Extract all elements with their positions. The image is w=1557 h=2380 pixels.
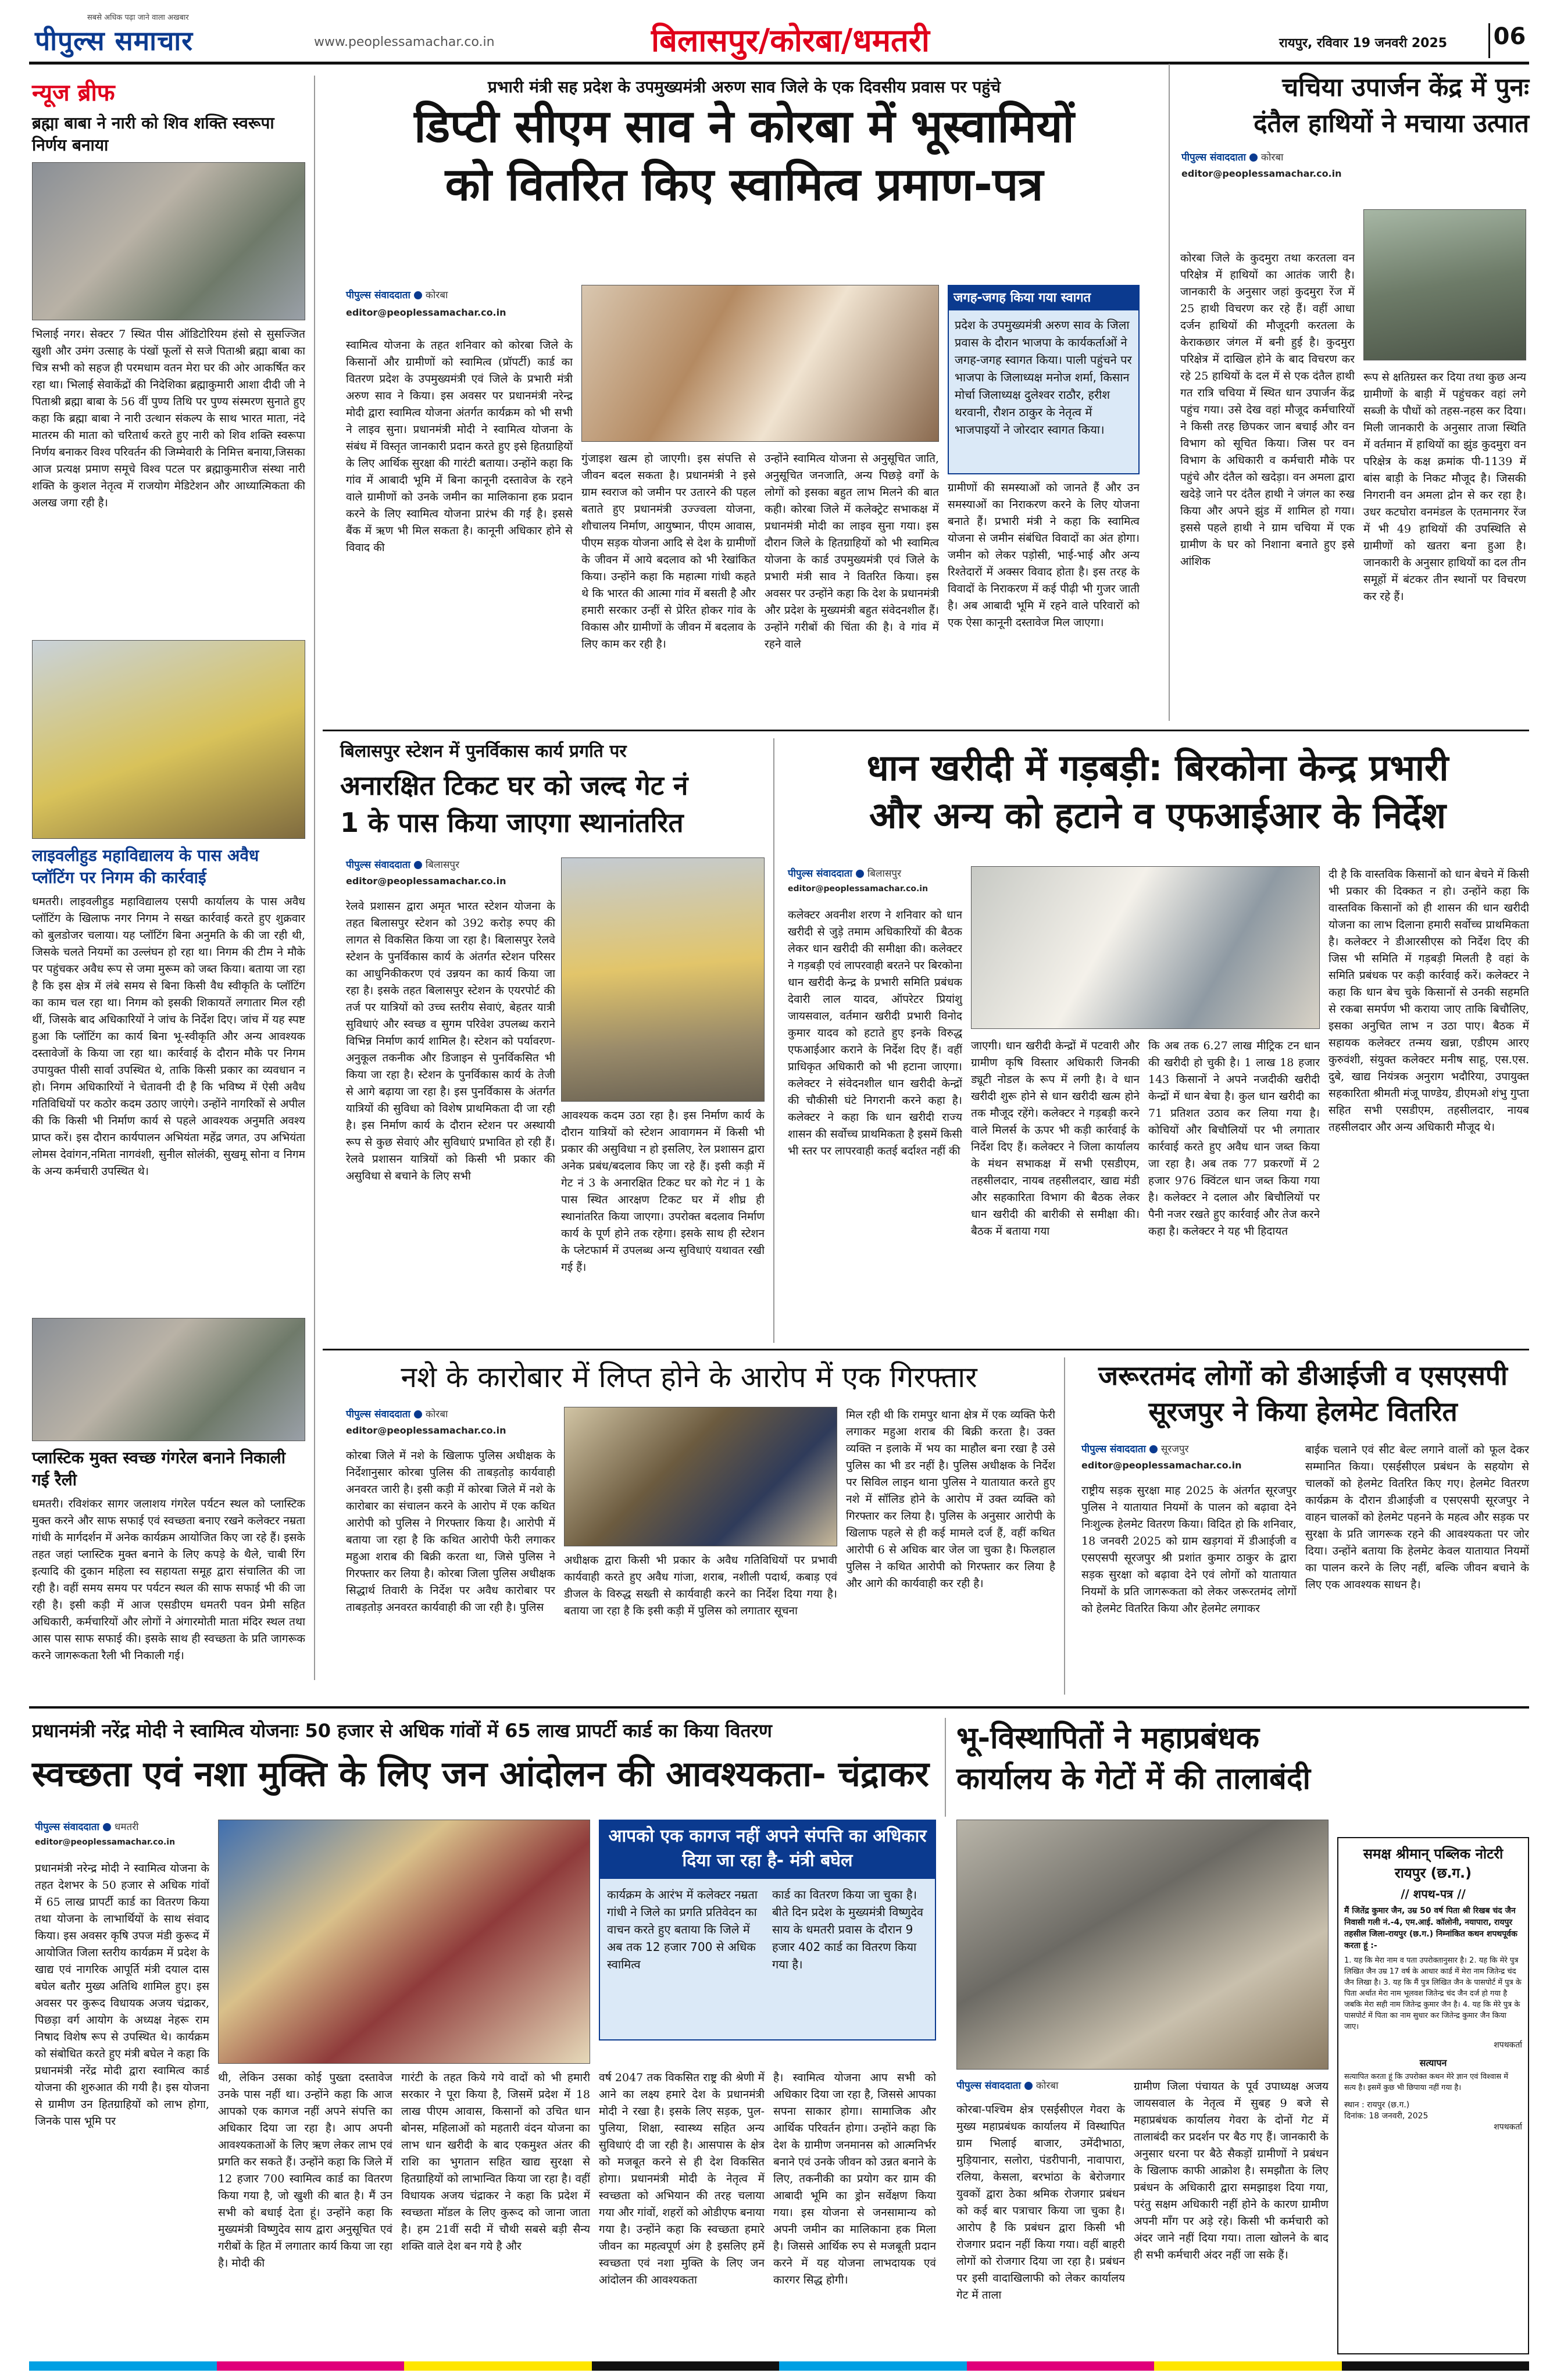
paddy-headline-line1: धान खरीदी में गड़बड़ी: बिरकोना केन्द्र प्रभारी <box>866 746 1449 789</box>
brief1-title: ब्रह्मा बाबा ने नारी को शिव शक्ति स्वरूपा निर्णय बनाया <box>32 113 274 155</box>
pm-headline: स्वच्छता एवं नशा मुक्ति के लिए जन आंदोलन की आवश्यकता- चंद्राकर <box>32 1754 929 1795</box>
displaced-byline-place: कोरबा <box>1035 2080 1059 2092</box>
notice-intro: मैं जितेंद्र कुमार जैन, उम्र 50 वर्ष पिता श्री रिखब चंद जैन निवासी गली नं.-4, एम.आई. कॉलोनी, नयापारा, रायपुर तहसील जिला-रायपुर (छ.ग.) निम्नांकित कथन शपथपूर्वक करता हूं :- <box>1344 1906 1517 1950</box>
location-dot-icon <box>414 861 422 869</box>
displaced-col1: कोरबा-पश्चिम क्षेत्र एसईसीएल गेवरा के मुख्य महाप्रबंधक कार्यालय में विस्थापित ग्राम भिलाई बाजार, उमेंदीभाठा, मुड़ियानार, सलोरा, पंडरीपानी, नावापारा, रलिया, केसला, बरभांठा के बेरोजगार युवकों द्वारा ठेका श्रमिक रोजगार प्रबंधन को कई बार पत्राचार किया जा चुका है। आरोप है कि प्रबंधन द्वारा किसी भी रोजगार प्रदान नहीं किया गया। वहीं बाहरी लोगों को रोजगार दिया जा रहा है। प्रबंधन पर इसी वादाखिलाफी को लेकर कार्यालय गेट में ताला <box>956 2103 1125 2302</box>
arrest-headline: नशे के कारोबार में लिप्त होने के आरोप में एक गिरफ्तार <box>401 1360 977 1394</box>
issue-date: रायपुर, रविवार 19 जनवरी 2025 <box>1279 36 1448 51</box>
cyan-swatch <box>29 2361 217 2371</box>
pm-quote-title: आपको एक कागज नहीं अपने संपत्ति का अधिकार दिया जा रहा है- मंत्री बघेल <box>599 1820 936 1878</box>
paddy-photo <box>971 866 1320 1029</box>
paddy-col2: जाएगी। धान खरीदी केन्द्रों में पटवारी और ग्रामीण कृषि विस्तार अधिकारी जिनकी ड्यूटी नोडल के रूप में लगी है। वे धान खरीदी शुरू होने से धान खरीदी खत्म होने तक मौजूद रहेंगे। कलेक्टर ने गड़बड़ी करने वाले मिलर्स के ऊपर भी कड़ी कार्रवाई के निर्देश दिए हैं। कलेक्टर ने जिला कार्यालय के मंथन सभाकक्ष में सभी एसडीएम, तहसीलदार, नायब तहसीलदार, खाद्य मंडी और सहकारिता विभाग की बैठक लेकर धान खरीदी की बारीकी से समीक्षा की। बैठक में बताया गया <box>971 1039 1140 1238</box>
print-color-bar <box>29 2361 1529 2371</box>
displaced-story <box>945 1718 1529 1817</box>
pm-byline-name: पीपुल्स संवाददाता <box>35 1821 99 1833</box>
elephant-headline-line2: दंतैल हाथियों ने मचाया उत्पात <box>1254 109 1529 138</box>
lead-kicker: प्रभारी मंत्री सह प्रदेश के उपमुख्यमंत्री अरुण साव जिले के एक दिवसीय प्रवास पर पहुंचे <box>487 77 1001 97</box>
paddy-col3: कि अब तक 6.27 लाख मीट्रिक टन धान की खरीदी हो चुकी है। 1 लाख 18 हजार 143 किसानों ने अपने नजदीकी खरीदी केन्द्रों में धान बेचा है। कुल धान खरीदी का 71 प्रतिशत उठाव कर लिया गया है। कोचियों और बिचौलियों पर भी लगातार कार्रवाई करते हुए अवैध धान जब्त किया जा रहा है। अब तक 77 प्रकरणों में 2 हजार 976 क्विंटल धान जब्त किया गया है। कलेक्टर ने दलाल और बिचौलियों पर पैनी नजर रखते हुए कार्रवाई और तेज करने कहा है। कलेक्टर ने यह भी हिदायत <box>1148 1039 1320 1238</box>
displaced-photo <box>956 1820 1329 2070</box>
helmet-headline-line2: सूरजपुर ने किया हेलमेट वितरित <box>1148 1396 1458 1427</box>
left-column-divider <box>314 76 315 1680</box>
pm-col5: है। स्वामित्व योजना आप सभी को अधिकार दिया जा रहा है, जिससे आपका सपना साकार होगा। सामाजिक और आर्थिक परिवर्तन होगा। उन्होंने कहा कि देश के ग्रामीण जनमानस को आत्मनिर्भर बनाने एवं उनके जीवन को उन्नत बनाने के लिए, तकनीकी का प्रयोग कर ग्राम की आबादी भूमि का ड्रोन सर्वेक्षण किया गया। इस योजना से जनसामान्य को अपनी जमीन का मालिकाना हक मिला है। जिससे आर्थिक रुप से मजबूती प्रदान करने में यह योजना लाभदायक एवं कारगर सिद्ध होगी। <box>773 2071 936 2286</box>
location-dot-icon <box>1024 2082 1033 2090</box>
lead-headline-line2: को वितरित किए स्वामित्व प्रमाण-पत्र <box>445 159 1044 211</box>
location-dot-icon <box>103 1823 111 1831</box>
arrest-email: editor@peoplessamachar.co.in <box>346 1425 506 1436</box>
station-headline-line1: अनारक्षित टिकट घर को जल्द गेट नं <box>340 770 688 801</box>
pm-quote-text2: कार्ड का वितरण किया जा चुका है। बीते दिन प्रदेश के मुख्यमंत्री विष्णुदेव साय के धमतरी प्रवास के दौरान 9 हजार 402 कार्ड का वितरण किया गया है। <box>772 1888 924 1971</box>
paddy-byline <box>788 866 962 894</box>
mid-rule-2 <box>323 1349 1529 1350</box>
station-byline-name: पीपुल्स संवाददाता <box>346 859 410 871</box>
mid-rule-3 <box>29 1706 1529 1709</box>
arrest-col1: कोरबा जिले में नशे के खिलाफ पुलिस अधीक्षक के निर्देशानुसार कोरबा पुलिस की ताबड़तोड़ कार्यवाही अनवरत जारी है। इसी कड़ी में कोरबा जिले में नशे के कारोबार का संचालन करने के आरोप में एक कथित आरोपी को पुलिस ने गिरफ्तार किया है। आरोपी में बताया जा रहा है कि कथित आरोपी फेरी लगाकर महुआ शराब की बिक्री करता था, जिसे पुलिस ने गिरफ्तार कर लिया है। कोरबा जिला पुलिस अधीक्षक सिद्धार्थ तिवारी के निर्देश पर अवैध कारोबार पर ताबड़तोड़ अनवरत कार्यवाही की जा रही है। पुलिस <box>346 1449 555 1614</box>
yellow-swatch <box>404 2361 592 2371</box>
lead-col4: ग्रामीणों की समस्याओं को जानते हैं और उन समस्याओं का निराकरण करने के लिए योजना बनाते हैं। प्रभारी मंत्री ने कहा कि स्वामित्व योजना से जमीन संबंधित विवादों का अंत होगा। जमीन को लेकर पड़ोसी, भाई-भाई और अन्य रिश्तेदारों में अक्सर विवाद होता है। इस तरह के विवादों के निराकरण में कई पीढ़ी भी गुजर जाती है। अब आबादी भूमि में रहने वाले परिवारों को एक ऐसा कानूनी दस्तावेज मिल जाएगा। <box>948 481 1140 629</box>
lead-byline-place: कोरबा <box>425 290 448 301</box>
logo-tagline: सबसे अधिक पढ़ा जाने वाला अखबार <box>87 13 189 22</box>
helmet-headline-line1: जरूरतमंद लोगों को डीआईजी व एसएसपी <box>1098 1360 1508 1391</box>
news-brief-label: न्यूज ब्रीफ <box>32 80 115 106</box>
yellow-swatch-2 <box>1154 2361 1342 2371</box>
welcome-text: प्रदेश के उपमुख्यमंत्री अरुण साव के जिला प्रवास के दौरान भाजपा के कार्यकर्ताओं ने जगह-जगह स्वागत किया। पाली पहुंचने पर भाजपा के जिलाध्यक्ष मनोज शर्मा, किसान मोर्चा जिलाध्यक्ष दुलेश्वर राठौर, हरीश थरवानी, रौशन ठाकुर के नेतृत्व में भाजपाइयों ने जोरदार स्वागत किया। <box>948 309 1140 474</box>
lead-col1: स्वामित्व योजना के तहत शनिवार को कोरबा जिले के किसानों और ग्रामीणों को स्वामित्व (प्रॉपर्टी) कार्ड का वितरण प्रदेश के उपमुख्यमंत्री एवं जिले के प्रभारी मंत्री अरुण साव ने किया। इस अवसर पर प्रधानमंत्री नरेन्द्र मोदी द्वारा स्वामित्व योजना अंतर्गत कार्यक्रम को भी सभी ने लाइव सुना। प्रधानमंत्री मोदी ने स्वामित्व योजना के संबंध में विस्तृत जानकारी प्रदान करते हुए इसे हितग्राहियों के लिए आर्थिक सुरक्षा की गारंटी बताया। उन्होंने कहा कि गांव में आबादी भूमि में बिना कानूनी दस्तावेज के रहने वाले ग्रामीणों को उनके जमीन का मालिकाना हक प्रदान करने के लिए स्वामित्व योजना प्रारंभ की गई है। इससे बैंक में ऋण भी मिल सकता है। कानूनी अधिकार होने से विवाद की <box>346 339 573 554</box>
station-headline-line2: 1 के पास किया जाएगा स्थानांतरित <box>340 807 684 838</box>
edition-name: बिलासपुर/कोरबा/धमतरी <box>651 22 930 59</box>
welcome-box <box>948 285 1140 471</box>
brief2-title: लाइवलीहुड महाविद्यालय के पास अवैध प्लॉटिंग पर निगम की कार्रवाई <box>32 846 259 887</box>
lead-byline-name: पीपुल्स संवाददाता <box>346 290 410 301</box>
notice-verify-text: सत्यापित करता हूं कि उपरोक्त कथन मेरे ज्ञान एवं विश्वास में सत्य है। इसमें कुछ भी छिपाया नहीं गया है। <box>1344 2072 1509 2092</box>
notice-place: स्थान : रायपुर (छ.ग.) <box>1344 2100 1410 2110</box>
notary-notice <box>1337 1837 1529 2354</box>
elephant-text2: रूप से क्षतिग्रस्त कर दिया तथा कुछ अन्य ग्रामीणों के बाड़ी में पहुंचकर वहां लगे सब्जी के पौधों को तहस-नहस कर दिया। मिली जानकारी के अनुसार ताजा स्थिति में वर्तमान में हाथियों का झुंड कुदमुरा वन परिक्षेत्र के कक्ष क्रमांक पी-1139 में बांस बाड़ी के निकट मौजूद है। जिसकी निगरानी वन अमला द्रोन से कर रहा है। उधर कटघोरा वनमंडल के एतमानगर रेंज में भी 49 हाथियों की उपस्थिति से ग्रामीणों को खतरा बना हुआ है। जानकारी के अनुसार हाथियों का दल तीन समूहों में बंटकर तीन स्थानों पर विचरण कर रहे हैं। <box>1363 371 1526 603</box>
lead-headline-line1: डिप्टी सीएम साव ने कोरबा में भूस्वामियों <box>414 101 1074 153</box>
brief1-text: भिलाई नगर। सेक्टर 7 स्थित पीस ऑडिटोरियम हंसो से सुसज्जित खुशी और उमंग उत्साह के पंखों फूलों से सजे पिताश्री ब्रह्मा बाबा का चित्र सभी को सहज ही परमधाम वतन मेरा घर की ओर आकर्षित कर रहा था। भिलाई सेवाकेंद्रों की निदेशिका ब्रह्माकुमारी आशा दीदी जी ने पिताश्री ब्रह्मा बाबा के 56 वीं पुण्य तिथि पर पुण्य संस्मरण सुनाते हुए कहा कि ब्रह्मा बाबा ने नारी उत्थान संकल्प के साथ भारत माता, नंदे मातरम की माता को चरितार्थ करते हुए नारी को शिव शक्ति स्वरूपा निर्णय बनाकर विश्व परिवर्तन की जिम्मेवारी के निमित्त बनाया,जिसका आज प्रत्यक्ष प्रमाण समूचे विश्व पटल पर ब्रह्माकुमारीज संस्था नारी शक्ति के कुशल नेतृत्व में राजयोग मेडिटेशन और आध्यात्मिकता की अलख जगा रही है। <box>32 328 305 509</box>
pm-byline <box>35 1820 209 1847</box>
magenta-swatch-2 <box>967 2361 1155 2371</box>
pm-col3: गारंटी के तहत किये गये वादों को भी हमारी सरकार ने पूरा किया है, जिसमें प्रदेश में 18 लाख पीएम आवास, किसानों को उचित धान बोनस, महिलाओं को महतारी वंदन योजना का लाभ धान खरीदी के बाद एकमुश्त अंतर की राशि का भुगतान सहित खाद्य सुरक्षा से हितग्राहियों को लाभान्वित किया जा रहा है। वहीं विधायक अजय चंद्राकर ने कहा कि प्रदेश में स्वच्छता मॉडल के लिए कुरूद को जाना जाता है। हम 21वीं सदी में चौथी सबसे बड़ी सैन्य शक्ति वाले देश बन गये है और <box>401 2071 590 2253</box>
lead-col2: गुंजाइश खत्म हो जाएगी। इस संपत्ति से जीवन बदल सकता है। प्रधानमंत्री ने इसे ग्राम स्वराज को जमीन पर उतारने की पहल बताते हुए प्रधानमंत्री उज्ज्वला योजना, शौचालय निर्माण, आयुष्मान, पीएम आवास, पीएम सड़क योजना आदि से देश के ग्रामीणों के जीवन में आये बदलाव को भी रेखांकित किया। उन्होंने कहा कि महात्मा गांधी कहते थे कि भारत की आत्मा गांव में बसती है और हमारी सरकार उन्हीं से प्रेरित होकर गांव के विकास और ग्रामीणों के जीवन में बदलाव के लिए काम कर रही है। <box>581 452 756 651</box>
notice-points: 1. यह कि मेरा नाम व पता उपरोक्तानुसार है। 2. यह कि मेरे पुत्र लिखित जैन उम्र 17 वर्ष के आधार कार्ड में मेरा नाम जितेन्द्र चंद जैन लिखा है। 3. यह कि मैं पुत्र लिखित जैन के पासपोर्ट में पुत्र के पिता अर्थात मेरा नाम भूलवश जितेन्द्र चंद जैन दर्ज हो गया है जबकि मेरा सही नाम जितेन्द्र कुमार जैन है। 4. यह कि मेरे पुत्र के पासपोर्ट में पिता का नाम सुधार कर जितेन्द्र कुमार जैन किया जाए। <box>1344 1956 1522 2031</box>
pm-photo <box>218 1820 590 2064</box>
site-url: www.peoplessamachar.co.in <box>314 35 495 49</box>
pm-quote-text1: कार्यक्रम के आरंभ में कलेक्टर नम्रता गांधी ने जिले का प्रगति प्रतिवेदन का वाचन करते हुए बताया कि जिले में अब तक 12 हजार 700 से अधिक स्वामित्व <box>607 1888 758 1971</box>
brief3-text: धमतरी। रविशंकर सागर जलाशय गंगरेल पर्यटन स्थल को प्लास्टिक मुक्त करने और साफ सफाई एवं स्वच्छता बनाए रखने कलेक्टर नम्रता गांधी के मार्गदर्शन में अनेक कार्यक्रम आयोजित किए जा रहे हैं। इसके तहत जहां प्लास्टिक मुक्त बनाने के लिए कपड़े के थैले, चाबी रिंग इत्यादि की दुकान महिला स्व सहायता समूह द्वारा संचालित की जा रही है। वहीं समय समय पर पर्यटन स्थल की साफ सफाई भी की जा रही है। इसी कड़ी में आज एसडीएम धमतरी पवन प्रेमी सहित अधिकारी, कर्मचारियों और लोगों ने अंगारमोती माता मंदिर स्थल तथा आस पास साफ सफाई की। इसके साथ ही स्वच्छता के प्रति जागरूक करने जागरूकता रैली भी निकाली गई। <box>32 1498 305 1662</box>
black-swatch-2 <box>1342 2361 1530 2371</box>
masthead-logo <box>35 12 279 55</box>
displaced-byline-name: पीपुल्स संवाददाता <box>956 2080 1021 2092</box>
pm-email: editor@peoplessamachar.co.in <box>35 1838 176 1847</box>
arrest-byline-name: पीपुल्स संवाददाता <box>346 1409 410 1420</box>
paddy-headline-line2: और अन्य को हटाने व एफआईआर के निर्देश <box>869 794 1447 837</box>
station-email: editor@peoplessamachar.co.in <box>346 875 506 887</box>
station-photo <box>561 857 765 1102</box>
helmet-col2: बाईक चलाने एवं सीट बेल्ट लगाने वालों को फूल देकर सम्मानित किया। एसईसीएल प्रबंधन के सहयोग से चालकों को हेलमेट वितरित किए गए। हेलमेट वितरण कार्यक्रम के दौरान डीआईजी व एसएसपी सूरजपुर ने वाहन चालकों को हेलमेट पहनने के महत्व और सड़क पर सुरक्षा के प्रति जागरूक रहने की आवश्यकता पर जोर दिया। उन्होंने बताया कि हेलमेट केवल यातायात नियमों का पालन करने के लिए नहीं, बल्कि जीवन बचाने के लिए एक आवश्यक साधन है। <box>1305 1443 1529 1591</box>
brief1-photo <box>32 162 305 320</box>
arrest-photo <box>564 1407 837 1546</box>
displaced-headline-line2: कार्यालय के गेटों में की तालाबंदी <box>956 1761 1310 1796</box>
paddy-col1: कलेक्टर अवनीश शरण ने शनिवार को धान खरीदी से जुड़े तमाम अधिकारियों की बैठक लेकर धान खरीदी की समीक्षा की। कलेक्टर ने गड़बड़ी एवं लापरवाही बरतने पर बिरकोना धान खरीदी केन्द्र के प्रभारी समिति प्रबंधक देवारी लाल यादव, ऑपरेटर प्रियांशु जायसवाल, वर्तमान खरीदी प्रभारी विनोद कुमार यादव को हटाते हुए इनके विरुद्ध एफआईआर कराने के निर्देश दिए हैं। वहीं प्राधिकृत अधिकारी को भी हटाना जाएगा। कलेक्टर ने संवेदनशील धान खरीदी केन्द्रों की चौकीसी घंटे निगरानी करने कहा है। कलेक्टर ने कहा कि धान खरीदी राज्य शासन की सर्वोच्च प्राथमिकता है इसमें किसी भी स्तर पर लापरवाही कतई बर्दाश्त नहीं की <box>788 909 962 1157</box>
arrest-byline <box>346 1407 555 1436</box>
pm-quote-box <box>599 1820 936 2058</box>
news-brief-column <box>32 76 305 1820</box>
location-dot-icon <box>414 1410 422 1418</box>
notice-title2: रायपुर (छ.ग.) <box>1394 1865 1472 1881</box>
location-dot-icon <box>414 291 422 299</box>
station-kicker: बिलासपुर स्टेशन में पुनर्विकास कार्य प्रगति पर <box>340 741 627 762</box>
pm-col2: थी, लेकिन उसका कोई पुख्ता दस्तावेज उनके पास नहीं था। उन्होंने कहा कि आज आपको एक कागज नहीं अपने संपत्ति का अधिकार दिया जा रहा है। आप अपनी आवश्यकताओं के लिए ऋण लेकर लाभ एवं प्रगति कर सकते हैं। उन्होंने कहा कि जिले में 12 हजार 700 स्वामित्व कार्ड का वितरण किया गया है, जो खुशी की बात है। मैं उन सभी को बधाई देता हूं। उन्होंने कहा कि मुख्यमंत्री विष्णुदेव साय द्वारा अनुसूचित एवं गरीबों के हित में लगातार कार्य किया जा रहा है। मोदी की <box>218 2071 392 2270</box>
helmet-byline <box>1081 1442 1297 1471</box>
brief3-photo <box>32 1318 305 1441</box>
pm-byline-place: धमतरी <box>114 1821 139 1833</box>
displaced-byline <box>956 2078 1125 2092</box>
cyan-swatch-2 <box>779 2361 967 2371</box>
paddy-byline-place: बिलासपुर <box>867 868 902 880</box>
helmet-byline-name: पीपुल्स संवाददाता <box>1081 1443 1146 1455</box>
magenta-swatch <box>217 2361 405 2371</box>
notice-sign-label: शपथकर्ता <box>1494 2040 1522 2050</box>
arrest-col2: अधीक्षक द्वारा किसी भी प्रकार के अवैध गतिविधियों पर प्रभावी कार्यवाही करते हुए अवैध गांजा, शराब, नशीली पदार्थ, कबाड़ एवं डीजल के विरुद्ध सख्ती से कार्यवाही करने का निर्देश दिया गया है। बताया जा रहा है कि इसी कड़ी में पुलिस को लगातार सूचना <box>564 1554 837 1617</box>
lead-photo <box>581 285 939 442</box>
notice-subtitle: // शपथ-पत्र // <box>1401 1887 1466 1901</box>
arrest-col3: मिल रही थी कि रामपुर थाना क्षेत्र में एक व्यक्ति फेरी लगाकर महुआ शराब की बिक्री करता है। उक्त व्यक्ति न इलाके में भय का माहौल बना रखा है उसे पुलिस का भी डर नहीं है। पुलिस अधीक्षक के निर्देश पर सिविल लाइन थाना पुलिस ने यातायात करते हुए नशे में सॉलिड होने के आरोप में उक्त व्यक्ति को गिरफ्तार कर लिया है। पुलिस के अनुसार आरोपी के खिलाफ पहले से ही कई मामले दर्ज हैं, वहीं कथित आरोपी 6 से अधिक बार जेल जा चुका है। फिलहाल पुलिस ने कथित आरोपी को गिरफ्तार कर लिया है और आगे की कार्यवाही कर रही है। <box>846 1409 1055 1590</box>
location-dot-icon <box>1249 153 1258 162</box>
brief3-title: प्लास्टिक मुक्त स्वच्छ गंगरेल बनाने निकाली गई रैली <box>32 1448 286 1489</box>
notice-date: दिनांक: 18 जनवरी, 2025 <box>1344 2111 1429 2121</box>
brief2-photo <box>32 640 305 839</box>
page-number: 06 <box>1488 23 1529 58</box>
arrest-byline-place: कोरबा <box>425 1409 448 1420</box>
lead-byline <box>346 288 573 318</box>
elephant-headline-line1: चचिया उपार्जन केंद्र में पुनः <box>1282 73 1529 102</box>
station-byline <box>346 857 555 887</box>
brief2-text: धमतरी। लाइवलीहुड महाविद्यालय एसपी कार्यालय के पास अवैध प्लॉटिंग के खिलाफ नगर निगम ने सख्त कार्रवाई करते हुए शुक्रवार को बुलडोजर चलाया। यह प्लॉटिंग बिना अनुमति के की जा रही थी, जिसके चलते नियमों का उल्लंघन हो रहा था। निगम की टीम ने मौके पर पहुंचकर अवैध रूप से जमा मुरूम को जब्त किया। बताया जा रहा है कि इस क्षेत्र में लंबे समय से बिना किसी वैध स्वीकृति के प्लॉटिंग का काम चल रहा था। निगम को इसकी शिकायतें लगातार मिल रही थीं, जिसके बाद अधिकारियों ने जांच के निर्देश दिए। जांच में यह स्पष्ट हुआ कि प्लॉटिंग का कार्य बिना भू-स्वीकृति और अन्य आवश्यक दस्तावेजों के किया जा रहा था। कार्रवाई के दौरान मौके पर निगम उपायुक्त पीसी सार्वा उपस्थित थे, ताकि किसी प्रकार का व्यवधान न हो। निगम अधिकारियों ने चेतावनी दी है कि भविष्य में ऐसी अवैध गतिविधियों पर कठोर कदम उठाए जाएंगे। उन्होंने नागरिकों से अपील की कि किसी भी निर्माण कार्य से पहले आवश्यक अनुमति अवश्य प्राप्त करें। इस दौरान कार्यपालन अभियंता महेंद्र जगत, उप अभियंता लोमस देवांगन,नमिता नागवंशी, सुनील सोलंकी, सुखमू सोना व निगम के अन्य कर्मचारी उपस्थित थे। <box>32 895 305 1178</box>
pm-col1: प्रधानमंत्री नरेन्द्र मोदी ने स्वामित्व योजना के तहत देशभर के 50 हजार से अधिक गांवों में 65 लाख प्रापर्टी कार्ड का वितरण किया तथा योजना के लाभार्थियों के साथ संवाद किया। इस अवसर कृषि उपज मंडी कुरूद में आयोजित जिला स्तरीय कार्यक्रम में प्रदेश के खाद्य एवं नागरिक आपूर्ति मंत्री दयाल दास बघेल बतौर मुख्य अतिथि शामिल हुए। इस अवसर पर कुरूद विधायक अजय चंद्राकर, पिछड़ा वर्ग आयोग के अध्यक्ष नेहरू राम निषाद विशेष रूप से उपस्थित थे। कार्यक्रम को संबोधित करते हुए मंत्री बघेल ने कहा कि प्रधानमंत्री नरेंद्र मोदी द्वारा स्वामित्व कार्ड योजना की शुरुआत की गयी है। इस योजना से ग्रामीण उन हितग्राहियों को लाभ होगा, जिनके पास भूमि पर <box>35 1862 209 2128</box>
displaced-col2: ग्रामीण जिला पंचायत के पूर्व उपाध्यक्ष अजय जायसवाल के नेतृत्व में सुबह 9 बजे से महाप्रबंधक कार्यालय गेवरा के दोनों गेट में तालाबंदी कर प्रदर्शन पर बैठ गए हैं। जानकारी के अनुसार धरना पर बैठे सैकड़ों ग्रामीणों ने प्रबंधन के खिलाफ काफी आक्रोश है। समझौता के लिए प्रबंधन के अधिकारी द्वारा समझाइश दिया गया, परंतु सक्षम अधिकारी नहीं होने के कारण ग्रामीण अपनी माँग पर अड़े रहे। किसी भी कर्मचारी को अंदर जाने नहीं दिया गया। ताला खोलने के बाद ही सभी कर्मचारी अंदर नहीं जा सके हैं। <box>1134 2080 1329 2261</box>
location-dot-icon <box>1149 1445 1158 1453</box>
helmet-email: editor@peoplessamachar.co.in <box>1081 1460 1242 1471</box>
helmet-col1: राष्ट्रीय सड़क सुरक्षा माह 2025 के अंतर्गत सूरजपुर पुलिस ने यातायात नियमों के पालन को बढ़ावा देने निःशुल्क हेलमेट वितरण किया। विदित हो कि शनिवार, 18 जनवरी 2025 को ग्राम खड़गवां में डीआईजी व एसएसपी सूरजपुर श्री प्रशांत कुमार ठाकुर के द्वारा सड़क सुरक्षा को बढ़ावा देने एवं लोगों को यातायात नियमों के प्रति जागरूकता को लेकर जरूरतमंद लोगों को हेलमेट वितरित किया और हेलमेट लगाकर <box>1081 1484 1297 1615</box>
station-col2: आवश्यक कदम उठा रहा है। इस निर्माण कार्य के दौरान यात्रियों को स्टेशन आवागमन में किसी भी प्रकार की असुविधा न हो इसलिए, रेल प्रशासन द्वारा अनेक प्रबंध/बदलाव किए जा रहे हैं। इसी कड़ी में गेट नं 3 के अनारक्षित टिकट घर को गेट नं 1 के पास स्थित आरक्षण टिकट घर में शीघ्र ही स्थानांतरित किया जाएगा। उपरोक्त बदलाव निर्माण कार्य के पूर्ण होने तक रहेगा। इसके साथ ही स्टेशन के प्लेटफार्म में उपलब्ध अन्य सुविधाएं यथावत रखी गई हैं। <box>561 1109 765 1274</box>
elephant-byline-name: पीपुल्स संवाददाता <box>1181 152 1246 163</box>
notice-verify-label: सत्यापन <box>1419 2057 1447 2068</box>
notice-title1: समक्ष श्रीमान् पब्लिक नोटरी <box>1363 1846 1504 1862</box>
paddy-email: editor@peoplessamachar.co.in <box>788 884 929 894</box>
black-swatch <box>592 2361 780 2371</box>
elephant-byline-place: कोरबा <box>1260 152 1284 163</box>
station-byline-place: बिलासपुर <box>425 859 460 871</box>
station-col1: रेलवे प्रशासन द्वारा अमृत भारत स्टेशन योजना के तहत बिलासपुर स्टेशन को 392 करोड़ रुपए की लागत से विकसित किया जा रहा है। बिलासपुर रेलवे स्टेशन के पुनर्विकास कार्य के अंतर्गत स्टेशन परिसर का आधुनिकीकरण एवं उन्नयन का कार्य किया जा रहा है। इसके तहत बिलासपुर स्टेशन के एयरपोर्ट की तर्ज पर यात्रियों को उच्च स्तरीय सेवाएं, बेहतर यात्री सुविधाएं और स्वच्छ व सुगम परिवेश उपलब्ध कराने विभिन्न निर्माण कार्य शामिल है। स्टेशन को पर्यावरण-अनुकूल तकनीक और डिजाइन से पुनर्विकसित भी किया जा रहा है। स्टेशन के पुनर्विकास कार्य के तेजी से आगे बढ़ाया जा रहा है। इस पुनर्विकास के अंतर्गत यात्रियों की सुविधा को विशेष प्राथमिकता दी जा रही है। इस निर्माण कार्य के दौरान स्टेशन पर अस्थायी रूप से कुछ सेवाएं और सुविधाएं प्रभावित हो रही हैं। रेलवे प्रशासन यात्रियों को किसी भी प्रकार की असुविधा से बचाने के लिए सभी <box>346 900 555 1182</box>
pm-col4: वर्ष 2047 तक विकसित राष्ट्र की श्रेणी में आने का लक्ष्य हमारे देश के प्रधानमंत्री मोदी ने रखा है। इसके लिए सड़क, पुल-पुलिया, शिक्षा, स्वास्थ्य सहित अन्य सुविधाएं दी जा रही है। आसपास के क्षेत्र को मजबूत करने से ही देश विकसित होगा। प्रधानमंत्री मोदी के नेतृत्व में स्वच्छता को अभियान की तरह चलाया गया और गांवों, शहरों को ओडीएफ बनाया गया है। उन्होंने कहा कि स्वच्छता हमारे जीवन का महत्वपूर्ण अंग है इसलिए हमें स्वच्छता एवं नशा मुक्ति के लिए जन आंदोलन की आवश्यकता <box>599 2071 765 2286</box>
elephant-email: editor@peoplessamachar.co.in <box>1181 168 1342 179</box>
location-dot-icon <box>856 870 864 878</box>
elephant-text1: कोरबा जिले के कुदमुरा तथा करतला वन परिक्षेत्र में हाथियों का आतंक जारी है। जानकारी के अनुसार जहां कुदमुरा रेंज में 25 हाथी विचरण कर रहे हैं। वहीं आधा दर्जन हाथियों की मौजूदगी करतला के केराकछार जंगल में बनी हुई है। कुदमुरा परिक्षेत्र में दाखिल होने के बाद विचरण कर रहे 25 हाथियों के दल में से एक दंतैल हाथी गत रात्रि चचिया में स्थित धान उपार्जन केंद्र पहुंच गया। उसे देख वहां मौजूद कर्मचारियों ने किसी तरह छिपकर जान बचाई और वन विभाग को सूचित किया। जिस पर वन विभाग के अधिकारी व कर्मचारी मौके पर पहुंचे और दंतैल को खदेड़ा। वन अमला द्वारा खदेड़े जाने पर दंतैल हाथी ने जंगल का रुख किया और अपने झुंड में शामिल हो गया। इससे पहले हाथी ने ग्राम चचिया में एक ग्रामीण के घर को निशाना बनाते हुए इसे आंशिक <box>1180 252 1355 568</box>
lead-email: editor@peoplessamachar.co.in <box>346 307 506 318</box>
paddy-col4: दी है कि वास्तविक किसानों को धान बेचने में किसी भी प्रकार की दिक्कत न हो। उन्होंने कहा कि वास्तविक किसानों को ही शासन की धान खरीदी योजना का लाभ दिलाना हमारी सर्वोच्च प्राथमिकता है। कलेक्टर ने डीआरसीएस को निर्देश दिए की जिस भी समिति में गड़बड़ी मिलती है वहां के समिति प्रबंधक पर कड़ी कार्रवाई करें। कलेक्टर ने कहा कि धान बेच चुके किसानों से उनकी सहमति से रकबा समर्पण भी कराया जाए ताकि बिचौलिए, इसका अनुचित लाभ न उठा पाए। बैठक में सहायक कलेक्टर तन्मय खन्ना, एडीएम आरए कुरुवंशी, संयुक्त कलेक्टर मनीष साहू, एस.एस. दुबे, खाद्य नियंत्रक अनुराग भदौरिया, उपायुक्त सहकारिता श्रीमती मंजू पाण्डेय, डीएमओ शंभु गुप्ता सहित सभी एसडीएम, तहसीलदार, नायब तहसीलदार और अन्य अधिकारी मौजूद थे। <box>1329 868 1529 1134</box>
pm-banner: प्रधानमंत्री नरेंद्र मोदी ने स्वामित्व योजनाः 50 हजार से अधिक गांवों में 65 लाख प्रापर्टी कार्ड का किया वितरण <box>32 1720 772 1742</box>
logo-text: पीपुल्स समाचार <box>35 25 194 56</box>
paddy-byline-name: पीपुल्स संवाददाता <box>788 868 852 880</box>
lead-col3: उन्होंने स्वामित्व योजना से अनुसूचित जाति, अनुसूचित जनजाति, अन्य पिछड़े वर्गों के लोगों को इसका बहुत लाभ मिलने की बात कही। कोरबा जिले में कलेक्ट्रेट सभाकक्ष में प्रधानमंत्री मोदी का लाइव सुना गया। इस दौरान जिले के हितग्राहियों को भी स्वामित्व योजना के कार्ड उपमुख्यमंत्री एवं जिले के प्रभारी मंत्री साव ने वितरित किया। इस अवसर पर उन्होंने कहा कि देश के प्रधानमंत्री और प्रदेश के मुख्यमंत्री बहुत संवेदनशील हैं। उन्होंने गरीबों की चिंता की है। वे गांव में रहने वाले <box>765 452 939 651</box>
mid-rule-1 <box>323 730 1529 731</box>
welcome-tag: जगह-जगह किया गया स्वागत <box>948 285 1140 309</box>
masthead <box>0 0 1557 64</box>
displaced-headline-line1: भू-विस्थापितों ने महाप्रबंधक <box>956 1721 1259 1756</box>
notice-sign-label-2: शपथकर्ता <box>1494 2122 1522 2132</box>
elephant-photo <box>1363 209 1526 360</box>
helmet-byline-place: सूरजपुर <box>1160 1443 1189 1455</box>
